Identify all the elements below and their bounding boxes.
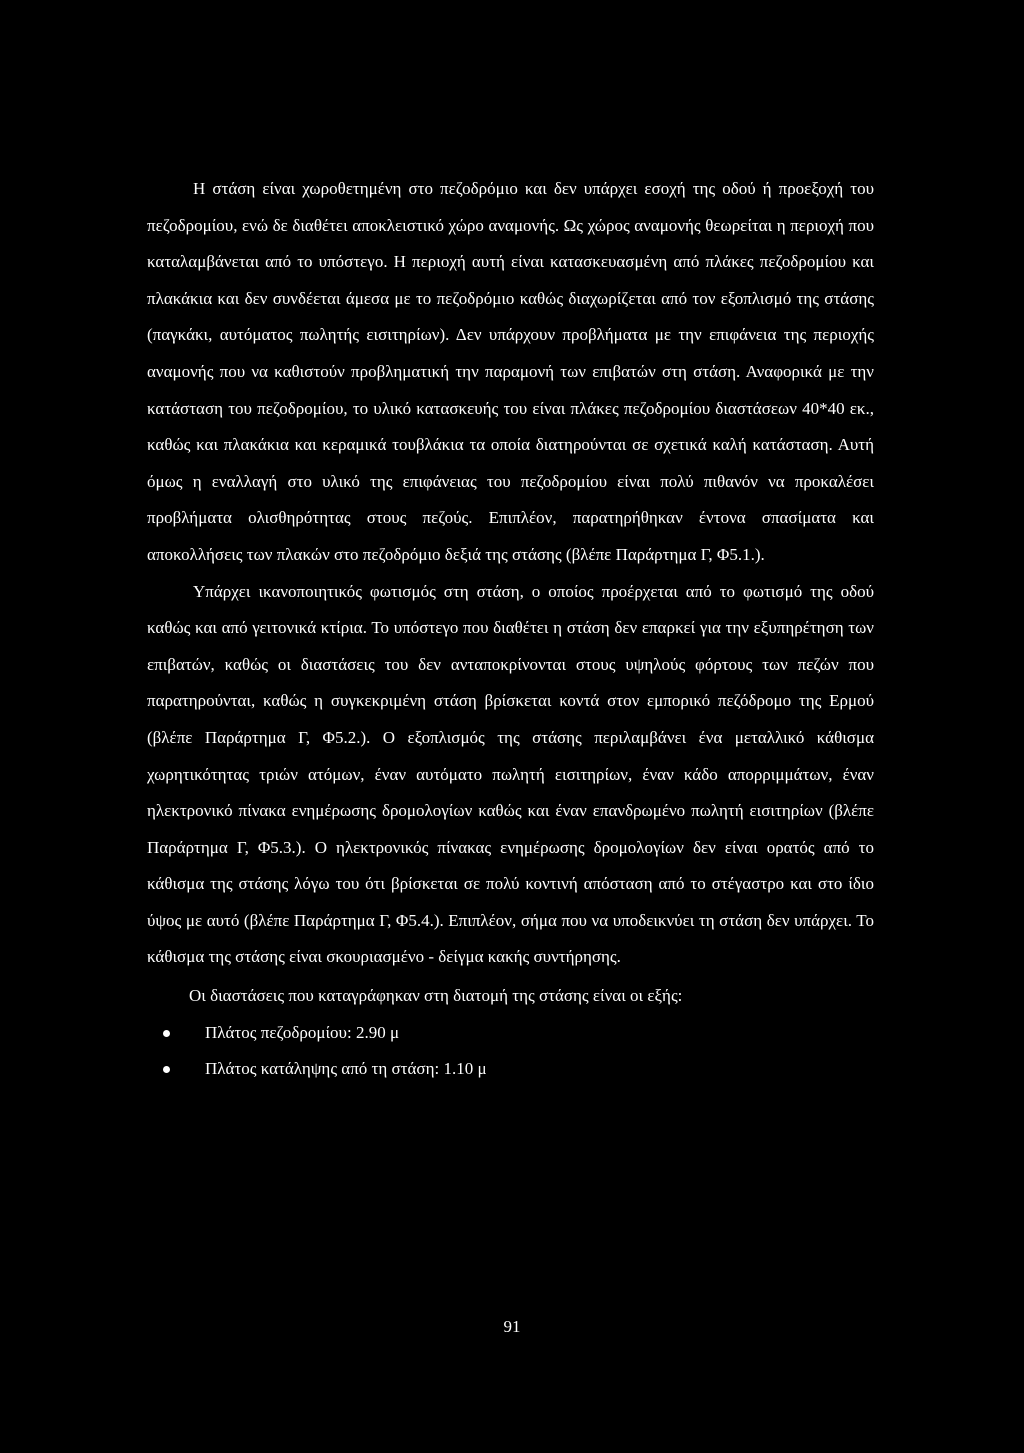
body-text [147,171,874,1088]
dimension-stop-occupancy-width: Πλάτος κατάληψης από τη στάση: 1.10 μ [205,1059,487,1079]
list-item [147,1051,874,1088]
bullet-icon [163,1066,170,1073]
list-item [147,1015,874,1052]
dimensions-list [147,1015,874,1088]
bullet-icon [163,1030,170,1037]
page-number: 91 [503,1317,521,1336]
paragraph-sidewalk: Η στάση είναι χωροθετημένη στο πεζοδρόμιο και δεν υπάρχει εσοχή της οδού ή προεξοχή του πεζοδρομίου, ενώ δε διαθέτει αποκλειστικό χώρο αναμονής. Ως χώρος αναμονής θεωρείται η περιοχή που καταλαμβάνεται από το υπόστεγο. Η περιοχή αυτή είναι κατασκευασμένη από πλάκες πεζοδρομίου και πλακάκια και δεν συνδέεται άμεσα με το πεζοδρόμιο καθώς διαχωρίζεται από τον εξοπλισμό της στάσης (παγκάκι, αυτόματος πωλητής εισιτηρίων). Δεν υπάρχουν προβλήματα με την επιφάνεια της περιοχής αναμονής που να καθιστούν προβληματική την παραμονή των επιβατών στη στάση. Αναφορικά με την κατάσταση του πεζοδρομίου, το υλικό κατασκευής του είναι πλάκες πεζοδρομίου διαστάσεων 40*40 εκ., καθώς και πλακάκια και κεραμικά τουβλάκια τα οποία διατηρούνται σε σχετικά καλή κατάσταση. Αυτή όμως η εναλλαγή στο υλικό της επιφάνειας του πεζοδρομίου είναι πολύ πιθανόν να προκαλέσει προβλήματα ολισθηρότητας στους πεζούς. Επιπλέον, παρατηρήθηκαν έντονα σπασίματα και αποκολλήσεις των πλακών στο πεζοδρόμιο δεξιά της στάσης (βλέπε Παράρτημα Γ, Φ5.1.). [147,179,874,564]
dimension-sidewalk-width: Πλάτος πεζοδρομίου: 2.90 μ [205,1022,400,1042]
paragraph-lighting-equipment: Υπάρχει ικανοποιητικός φωτισμός στη στάση, ο οποίος προέρχεται από το φωτισμό της οδού καθώς και από γειτονικά κτίρια. Το υπόστεγο που διαθέτει η στάση δεν επαρκεί για την εξυπηρέτηση των επιβατών, καθώς οι διαστάσεις του δεν ανταποκρίνονται στους υψηλούς φόρτους των πεζών που παρατηρούνται, καθώς η συγκεκριμένη στάση βρίσκεται κοντά στον εμπορικό πεζόδρομο της Ερμού (βλέπε Παράρτημα Γ, Φ5.2.). Ο εξοπλισμός της στάσης περιλαμβάνει ένα μεταλλικό κάθισμα χωρητικότητας τριών ατόμων, έναν αυτόματο πωλητή εισιτηρίων, έναν κάδο απορριμμάτων, έναν ηλεκτρονικό πίνακα ενημέρωσης δρομολογίων καθώς και έναν επανδρωμένο πωλητή εισιτηρίων (βλέπε Παράρτημα Γ, Φ5.3.). Ο ηλεκτρονικός πίνακας ενημέρωσης δρομολογίων δεν είναι ορατός από το κάθισμα της στάσης λόγω του ότι βρίσκεται σε πολύ κοντινή απόσταση από το στέγαστρο και στο ίδιο ύψος με αυτό (βλέπε Παράρτημα Γ, Φ5.4.). Επιπλέον, σήμα που να υποδεικνύει τη στάση δεν υπάρχει. Το κάθισμα της στάσης είναι σκουριασμένο - δείγμα κακής συντήρησης. [147,581,874,967]
dimensions-intro: Οι διαστάσεις που καταγράφηκαν στη διατομή της στάσης είναι οι εξής: [189,986,683,1006]
